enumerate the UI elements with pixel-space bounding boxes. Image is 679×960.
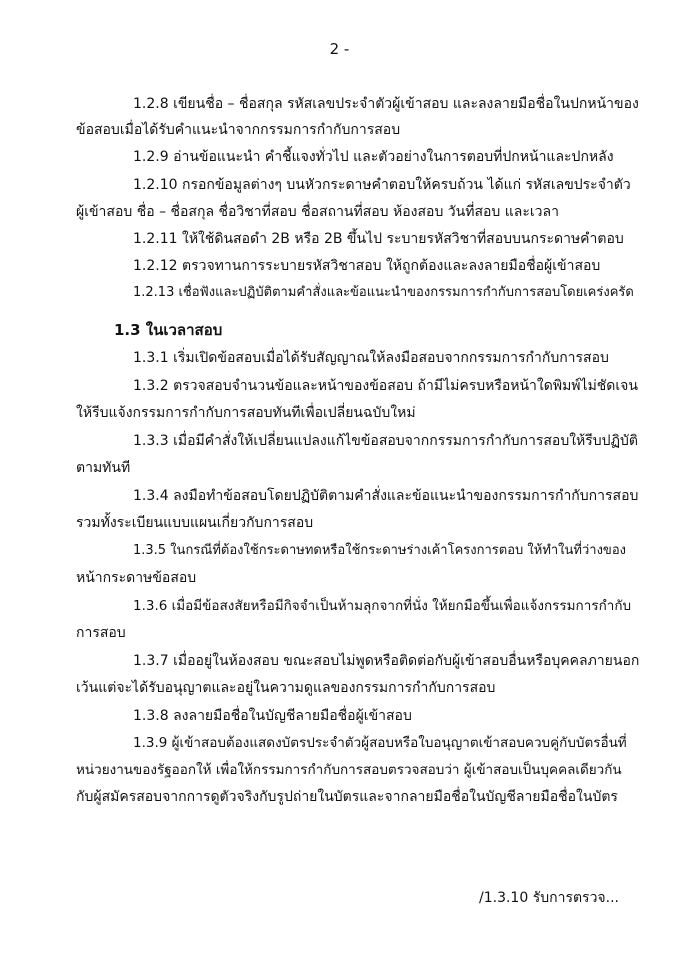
text-line-1-3-6: 1.3.6 เมื่อมีข้อสงสัยหรือมีกิจจำเป็นห้ามลุกจากที่นั่ง ให้ยกมือขึ้นเพื่อแจ้งกรรมการกำกับ [133,598,632,614]
text-line-1-3-6-cont: การสอบ [76,625,126,641]
text-line-1-3-9-cont-2: กับผู้สมัครสอบจากการดูตัวจริงกับรูปถ่ายในบัตรและจากลายมือชื่อในบัญชีลายมือชื่อในบัตร [76,789,618,805]
text-line-1-3-5: 1.3.5 ในกรณีที่ต้องใช้กระดาษทดหรือใช้กระดาษร่างเค้าโครงการตอบ ให้ทำในที่ว่างของ [133,543,626,558]
text-line-1-3-7-cont: เว้นแต่จะได้รับอนุญาตและอยู่ในความดูแลของกรรมการกำกับการสอบ [76,680,496,696]
continuation-footer: /1.3.10 รับการตรวจ... [479,890,619,906]
text-line-1-3-9-cont-1: หน่วยงานของรัฐออกให้ เพื่อให้กรรมการกำกับการสอบตรวจสอบว่า ผู้เข้าสอบเป็นบุคคลเดียวกัน [76,762,622,778]
text-line-1-3-4-cont: รวมทั้งระเบียนแบบแผนเกี่ยวกับการสอบ [76,515,314,531]
text-line-1-2-10-cont: ผู้เข้าสอบ ชื่อ – ชื่อสกุล ชื่อวิชาที่สอบ ชื่อสถานที่สอบ ห้องสอบ วันที่สอบ และเวลา [76,204,559,220]
text-line-1-2-11: 1.2.11 ให้ใช้ดินสอดำ 2B หรือ 2B ขึ้นไป ระบายรหัสวิชาที่สอบบนกระดาษคำตอบ [133,231,624,247]
text-line-1-2-8: 1.2.8 เขียนชื่อ – ชื่อสกุล รหัสเลขประจำตัวผู้เข้าสอบ และลงลายมือชื่อในปกหน้าของ [133,96,639,112]
text-line-1-3-5-cont: หน้ากระดาษข้อสอบ [76,570,197,586]
text-line-1-2-8-cont: ข้อสอบเมื่อได้รับคำแนะนำจากกรรมการกำกับการสอบ [76,122,401,138]
text-line-1-3-7: 1.3.7 เมื่ออยู่ในห้องสอบ ขณะสอบไม่พูดหรือติดต่อกับผู้เข้าสอบอื่นหรือบุคคลภายนอก [133,653,640,669]
text-line-1-2-10: 1.2.10 กรอกข้อมูลต่างๆ บนหัวกระดาษคำตอบให้ครบถ้วน ได้แก่ รหัสเลขประจำตัว [133,177,631,193]
text-line-1-3-1: 1.3.1 เริ่มเปิดข้อสอบเมื่อได้รับสัญญาณให้ลงมือสอบจากกรรมการกำกับการสอบ [133,350,609,366]
text-line-1-3-3-cont: ตามทันที [76,460,131,476]
text-line-1-2-13: 1.2.13 เชื่อฟังและปฏิบัติตามคำสั่งและข้อแนะนำของกรรมการกำกับการสอบโดยเคร่งครัด [133,285,634,300]
text-line-1-3-3: 1.3.3 เมื่อมีคำสั่งให้เปลี่ยนแปลงแก้ไขข้อสอบจากกรรมการกำกับการสอบให้รีบปฏิบัติ [133,433,638,449]
page-number: 2 - [329,40,350,58]
text-line-1-3-4: 1.3.4 ลงมือทำข้อสอบโดยปฏิบัติตามคำสั่งและข้อแนะนำของกรรมการกำกับการสอบ [133,488,639,504]
text-line-1-2-9: 1.2.9 อ่านข้อแนะนำ คำชี้แจงทั่วไป และตัวอย่างในการตอบที่ปกหน้าและปกหลัง [133,149,614,165]
text-line-1-2-12: 1.2.12 ตรวจทานการระบายรหัสวิชาสอบ ให้ถูกต้องและลงลายมือชื่อผู้เข้าสอบ [133,258,601,274]
section-heading-1-3: 1.3 ในเวลาสอบ [114,321,223,339]
text-line-1-3-2-cont: ให้รีบแจ้งกรรมการกำกับการสอบทันทีเพื่อเปลี่ยนฉบับใหม่ [76,405,416,421]
text-line-1-3-8: 1.3.8 ลงลายมือชื่อในบัญชีลายมือชื่อผู้เข้าสอบ [133,708,412,724]
text-line-1-3-9: 1.3.9 ผู้เข้าสอบต้องแสดงบัตรประจำตัวผู้สอบหรือใบอนุญาตเข้าสอบควบคู่กับบัตรอื่นที่ [133,735,627,751]
text-line-1-3-2: 1.3.2 ตรวจสอบจำนวนข้อและหน้าของข้อสอบ ถ้ามีไม่ครบหรือหน้าใดพิมพ์ไม่ชัดเจน [133,378,638,394]
